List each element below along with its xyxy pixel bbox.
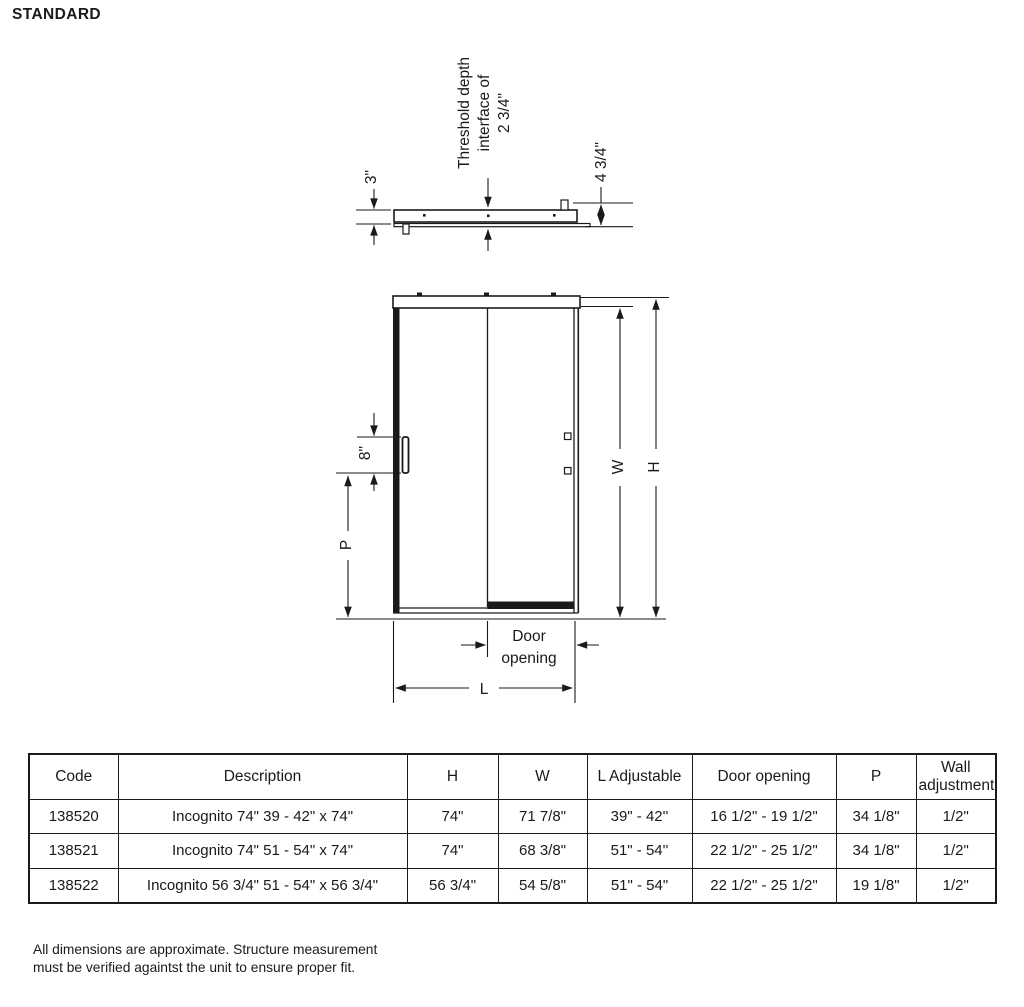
cell-h: 74" [407, 799, 498, 834]
panel-knob [565, 468, 572, 475]
threshold-dot [553, 214, 556, 217]
cell-description: Incognito 74" 51 - 54" x 74" [118, 834, 407, 869]
panel-knob [565, 433, 572, 440]
footer-note-line2: must be verified againtst the unit to ensure proper fit. [33, 960, 356, 976]
header-tick [551, 293, 556, 297]
cell-description: Incognito 56 3/4" 51 - 54" x 56 3/4" [118, 868, 407, 903]
cell-l-adjustable: 39" - 42'' [587, 799, 692, 834]
h-dim-label: H [646, 461, 663, 473]
col-header-code: Code [29, 754, 118, 799]
handle-dim-label: 8" [357, 445, 374, 461]
col-header-w: W [498, 754, 587, 799]
door-left-stile [393, 308, 400, 613]
threshold-height-label: 3" [363, 169, 380, 185]
door-front-diagram [336, 293, 669, 704]
cell-code: 138522 [29, 868, 118, 903]
l-dim-label: L [479, 681, 489, 698]
cell-code: 138521 [29, 834, 118, 869]
cell-wall-adjustment: 1/2" [916, 868, 996, 903]
threshold-dot [423, 214, 426, 217]
footer-note-line1: All dimensions are approximate. Structure measurement [33, 942, 378, 957]
col-header-door-opening: Door opening [692, 754, 836, 799]
cell-description: Incognito 74" 39 - 42" x 74" [118, 799, 407, 834]
header-tick [417, 293, 422, 297]
door-header-bar [393, 296, 580, 308]
col-header-description: Description [118, 754, 407, 799]
threshold-note-line1: Threshold depth [456, 56, 473, 170]
cell-p: 34 1/8" [836, 799, 916, 834]
cell-door-opening: 22 1/2" - 25 1/2" [692, 868, 836, 903]
footer-note [33, 941, 377, 977]
cell-p: 19 1/8" [836, 868, 916, 903]
door-opening-label-line1: Door [512, 628, 546, 645]
cell-h: 74" [407, 834, 498, 869]
cell-door-opening: 16 1/2" - 19 1/2" [692, 799, 836, 834]
cell-door-opening: 22 1/2" - 25 1/2" [692, 834, 836, 869]
threshold-dot [487, 215, 490, 218]
threshold-body [394, 210, 577, 222]
cell-wall-adjustment: 1/2" [916, 799, 996, 834]
cell-code: 138520 [29, 799, 118, 834]
table-row [29, 799, 996, 834]
cell-w: 68 3/8" [498, 834, 587, 869]
p-dim-label: P [338, 539, 355, 551]
threshold-rail [394, 224, 590, 227]
door-handle [403, 437, 409, 473]
door-opening-label-line2: opening [501, 650, 557, 667]
threshold-right-tab [561, 200, 568, 210]
cell-l-adjustable: 51" - 54" [587, 868, 692, 903]
col-header-wall-adjustment: Wall adjustment [916, 754, 996, 799]
spec-table [28, 753, 997, 904]
threshold-right-label: 4 3/4" [593, 142, 610, 182]
w-dim-label: W [610, 459, 627, 475]
page-title: STANDARD [12, 6, 102, 23]
threshold-left-foot [403, 224, 409, 234]
cell-l-adjustable: 51" - 54'' [587, 834, 692, 869]
table-row [29, 834, 996, 869]
cell-h: 56 3/4" [407, 868, 498, 903]
threshold-diagram [356, 57, 633, 251]
door-bottom-rail [488, 602, 575, 610]
cell-w: 54 5/8" [498, 868, 587, 903]
col-header-l-adjustable: L Adjustable [587, 754, 692, 799]
threshold-note-line2: interface of [476, 74, 493, 152]
header-tick [484, 293, 489, 297]
cell-w: 71 7/8" [498, 799, 587, 834]
table-header-row [29, 754, 996, 799]
cell-p: 34 1/8" [836, 834, 916, 869]
col-header-h: H [407, 754, 498, 799]
cell-wall-adjustment: 1/2" [916, 834, 996, 869]
col-header-p: P [836, 754, 916, 799]
threshold-note-line3: 2 3/4" [496, 93, 513, 133]
table-row [29, 868, 996, 903]
